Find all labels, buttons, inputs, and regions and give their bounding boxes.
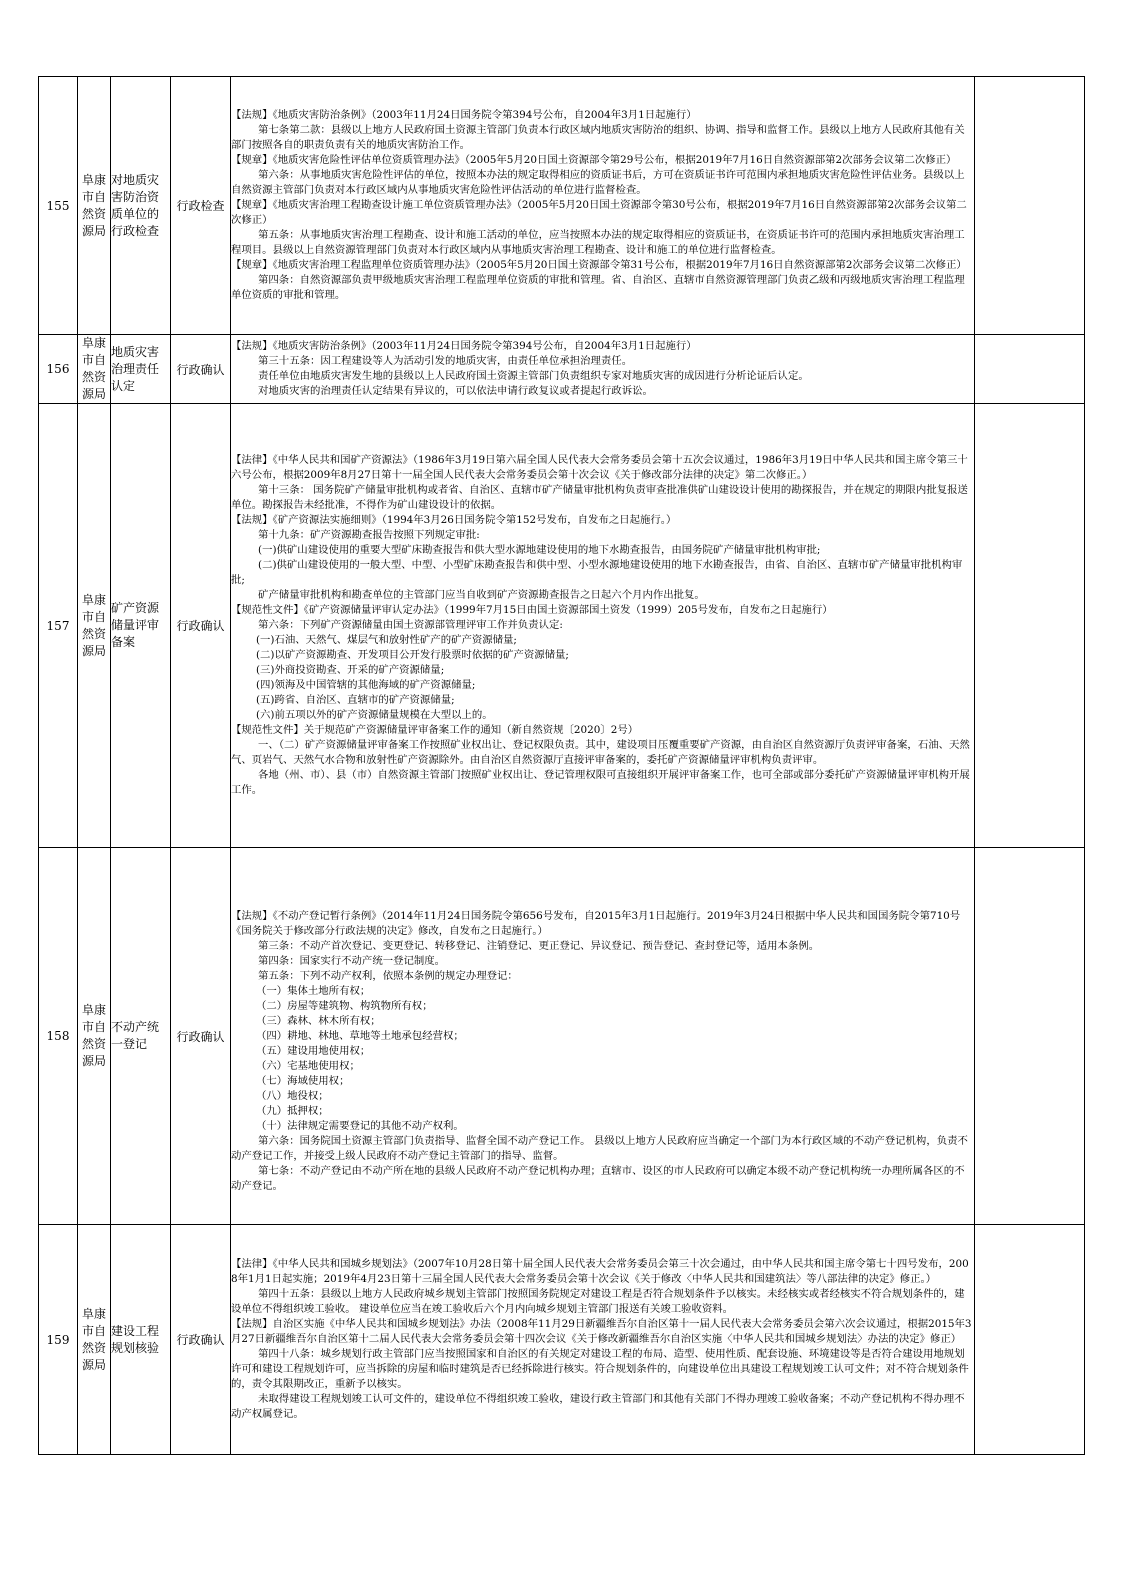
basis-paragraph: 【法规】《不动产登记暂行条例》（2014年11月24日国务院令第656号发布，自2015年3月1日起施行。2019年3月24日根据中华人民共和国国务院令第710号《国务院关于修改部分行政法规的决定》修改，自发布之日起施行。） xyxy=(231,909,961,937)
basis-paragraph: 对地质灾害的治理责任认定结果有异议的，可以依法申请行政复议或者提起行政诉讼。 xyxy=(258,385,653,397)
basis-paragraph: 第六条：下列矿产资源储量由国土资源部管理评审工作并负责认定: xyxy=(258,619,563,631)
basis-paragraph: 第七条：不动产登记由不动产所在地的县级人民政府不动产登记机构办理；直辖市、设区的市人民政府可以确定本级不动产登记机构统一办理所属各区的不动产登记。 xyxy=(231,1164,965,1192)
row-index: 159 xyxy=(39,1225,78,1455)
row-index: 156 xyxy=(39,335,78,404)
basis-paragraph: （八）地役权； xyxy=(255,1089,329,1102)
table-row xyxy=(39,77,1085,335)
row-index: 158 xyxy=(39,848,78,1225)
row-type: 行政确认 xyxy=(171,848,231,1225)
basis-paragraph: （二）房屋等建筑物、构筑物所有权； xyxy=(255,999,433,1012)
row-item-name: 矿产资源储量评审备案 xyxy=(111,404,171,848)
row-basis xyxy=(231,848,975,1225)
basis-paragraph: （七）海域使用权； xyxy=(255,1074,350,1087)
basis-paragraph: 第四十五条：县级以上地方人民政府城乡规划主管部门按照国务院规定对建设工程是否符合规划条件予以核实。未经核实或者经核实不符合规划条件的，建设单位不得组织竣工验收。 建设单位应当在竣工验收后六个月内向城乡规划主管部门报送有关竣工验收资料。 xyxy=(231,1288,965,1315)
basis-paragraph: 第七条第二款：县级以上地方人民政府国土资源主管部门负责本行政区域内地质灾害防治的组织、协调、指导和监督工作。县级以上地方人民政府其他有关部门按照各自的职责负责有关的地质灾害防治工作。 xyxy=(231,124,965,151)
basis-paragraph: （三）森林、林木所有权； xyxy=(255,1014,381,1027)
row-item-name: 建设工程规划核验 xyxy=(111,1225,171,1455)
row-note xyxy=(975,335,1085,404)
basis-paragraph: 【法规】自治区实施《中华人民共和国城乡规划法》办法（2008年11月29日新疆维吾尔自治区第十一届人民代表大会常务委员会第六次会议通过，根据2015年3月27日新疆维吾尔自治区第十二届人民代表大会常务委员会第十四次会议《关于修改新疆维吾尔自治区实施〈中华人民共和国城乡规划法〉办法的决定》修正） xyxy=(231,1318,972,1345)
row-org: 阜康市自然资源局 xyxy=(78,335,111,404)
basis-paragraph: （九）抵押权； xyxy=(255,1104,329,1117)
basis-paragraph: 【规章】《地质灾害治理工程勘查设计施工单位资质管理办法》（2005年5月20日国土资源部令第30号公布，根据2019年7月16日自然资源部第2次部务会议第二次修正） xyxy=(231,199,967,226)
basis-paragraph: 【规范性文件】《矿产资源储量评审认定办法》（1999年7月15日由国土资源部国土资发（1999）205号发布，自发布之日起施行） xyxy=(231,604,833,616)
row-index: 155 xyxy=(39,77,78,335)
basis-paragraph: 【规章】《地质灾害危险性评估单位资质管理办法》（2005年5月20日国土资源部令第29号公布，根据2019年7月16日自然资源部第2次部务会议第二次修正） xyxy=(231,154,957,166)
basis-paragraph: （四）耕地、林地、草地等土地承包经营权； xyxy=(255,1029,464,1042)
basis-paragraph: 第四十八条：城乡规划行政主管部门应当按照国家和自治区的有关规定对建设工程的布局、造型、使用性质、配套设施、环境建设等是否符合建设用地规划许可和建设工程规划许可，应当拆除的房屋和临时建筑是否已经拆除进行核实。符合规划条件的，向建设单位出具建设工程规划竣工认可文件；对不符合规划条件的，责令其限期改正，重新予以核实。 xyxy=(231,1348,969,1390)
table-row xyxy=(39,1225,1085,1455)
basis-paragraph: 责任单位由地质灾害发生地的县级以上人民政府国土资源主管部门负责组织专家对地质灾害的成因进行分析论证后认定。 xyxy=(258,370,809,382)
table-row xyxy=(39,848,1085,1225)
basis-paragraph: 第十九条：矿产资源勘查报告按照下列规定审批: xyxy=(258,529,480,541)
basis-paragraph: (二)以矿产资源勘查、开发项目公开发行股票时依据的矿产资源储量; xyxy=(255,649,569,661)
basis-paragraph: 第四条：国家实行不动产统一登记制度。 xyxy=(258,954,446,967)
row-type: 行政确认 xyxy=(171,335,231,404)
basis-paragraph: 第十三条： 国务院矿产储量审批机构或者省、自治区、直辖市矿产储量审批机构负责审查批准供矿山建设设计使用的勘探报告，并在规定的期限内批复报送单位。勘探报告未经批准，不得作为矿山建设设计的依据。 xyxy=(231,484,968,511)
row-type: 行政检查 xyxy=(171,77,231,335)
basis-paragraph: (四)领海及中国管辖的其他海域的矿产资源储量; xyxy=(255,679,476,691)
row-basis xyxy=(231,404,975,848)
row-note xyxy=(975,404,1085,848)
basis-paragraph: (二)供矿山建设使用的一般大型、中型、小型矿床勘查报告和供中型、小型水源地建设使用的地下水勘查报告，由省、自治区、直辖市矿产储量审批机构审批; xyxy=(231,559,963,586)
table-row xyxy=(39,404,1085,848)
basis-paragraph: （一）集体土地所有权； xyxy=(255,984,371,997)
basis-paragraph: 矿产储量审批机构和勘查单位的主管部门应当自收到矿产资源勘查报告之日起六个月内作出批复。 xyxy=(258,589,705,601)
row-note xyxy=(975,1225,1085,1455)
authority-table xyxy=(38,76,1085,1455)
row-item-name: 不动产统一登记 xyxy=(111,848,171,1225)
row-org: 阜康市自然资源局 xyxy=(78,77,111,335)
row-index: 157 xyxy=(39,404,78,848)
basis-paragraph: 第三十五条：因工程建设等人为活动引发的地质灾害，由责任单位承担治理责任。 xyxy=(258,355,633,367)
table-row xyxy=(39,335,1085,404)
basis-paragraph: 【规范性文件】关于规范矿产资源储量评审备案工作的通知（新自然资规〔2020〕2号） xyxy=(231,724,639,736)
basis-paragraph: 【法规】《地质灾害防治条例》（2003年11月24日国务院令第394号公布，自2004年3月1日起施行） xyxy=(231,109,697,121)
basis-paragraph: 第五条：从事地质灾害治理工程勘查、设计和施工活动的单位，应当按照本办法的规定取得相应的资质证书，在资质证书许可的范围内承担地质灾害治理工程项目。县级以上自然资源管理部门负责对本行政区域内从事地质灾害治理工程勘查、设计和施工的单位进行监督检查。 xyxy=(231,229,965,256)
row-basis xyxy=(231,335,975,404)
basis-paragraph: 【法律】《中华人民共和国城乡规划法》（2007年10月28日第十届全国人民代表大会常务委员会第三十次会通过，由中华人民共和国主席令第七十四号发布，2008年1月1日起实施；2019年4月23日第十三届全国人民代表大会常务委员会第十次会议《关于修改〈中华人民共和国建筑法〉等八部法律的决定》修正。） xyxy=(231,1258,969,1285)
basis-paragraph: 第六条：从事地质灾害危险性评估的单位，按照本办法的规定取得相应的资质证书后，方可在资质证书许可范围内承担地质灾害危险性评估业务。县级以上自然资源主管部门负责对本行政区域内从事地质灾害危险性评估活动的单位进行监督检查。 xyxy=(231,169,965,196)
basis-paragraph: 一、（二）矿产资源储量评审备案工作按照矿业权出让、登记权限负责。其中，建设项目压覆重要矿产资源，由自治区自然资源厅负责评审备案，石油、天然气、页岩气、天然气水合物和放射性矿产资源除外。由自治区自然资源厅直接评审备案的，委托矿产资源储量评审机构负责评审。 xyxy=(231,739,970,766)
basis-paragraph: （十）法律规定需要登记的其他不动产权利。 xyxy=(255,1119,464,1132)
basis-paragraph: 第三条：不动产首次登记、变更登记、转移登记、注销登记、更正登记、异议登记、预告登记、查封登记等，适用本条例。 xyxy=(258,939,820,952)
row-type: 行政确认 xyxy=(171,1225,231,1455)
row-basis xyxy=(231,1225,975,1455)
row-item-name: 地质灾害治理责任认定 xyxy=(111,335,171,404)
basis-paragraph: 第六条：国务院国土资源主管部门负责指导、监督全国不动产登记工作。 县级以上地方人民政府应当确定一个部门为本行政区域的不动产登记机构，负责不动产登记工作，并接受上级人民政府不动产登记主管部门的指导、监督。 xyxy=(231,1134,968,1162)
basis-paragraph: (三)外商投资勘查、开采的矿产资源储量; xyxy=(255,664,445,676)
basis-paragraph: 【规章】《地质灾害治理工程监理单位资质管理办法》（2005年5月20日国土资源部令第31号公布，根据2019年7月16日自然资源部第2次部务会议第二次修正） xyxy=(231,259,967,271)
row-item-name: 对地质灾害防治资质单位的行政检查 xyxy=(111,77,171,335)
basis-paragraph: 【法规】《矿产资源法实施细则》（1994年3月26日国务院令第152号发布，自发布之日起施行。） xyxy=(231,514,677,526)
basis-paragraph: （五）建设用地使用权； xyxy=(255,1044,371,1057)
basis-paragraph: （六）宅基地使用权； xyxy=(255,1059,360,1072)
basis-paragraph: (一)石油、天然气、煤层气和放射性矿产的矿产资源储量; xyxy=(255,634,517,646)
basis-paragraph: 【法律】《中华人民共和国矿产资源法》（1986年3月19日第六届全国人民代表大会常务委员会第十五次会议通过，1986年3月19日中华人民共和国主席令第三十六号公布，根据2009年8月27日第十一届全国人民代表大会常务委员会第十次会议《关于修改部分法律的决定》第二次修正。） xyxy=(231,454,968,481)
row-basis xyxy=(231,77,975,335)
basis-paragraph: 各地（州、市）、县（市）自然资源主管部门按照矿业权出让、登记管理权限可直接组织开展评审备案工作，也可全部或部分委托矿产资源储量评审机构开展工作。 xyxy=(231,769,970,796)
row-note xyxy=(975,77,1085,335)
row-org: 阜康市自然资源局 xyxy=(78,848,111,1225)
basis-paragraph: 第四条：自然资源部负责甲级地质灾害治理工程监理单位资质的审批和管理。省、自治区、直辖市自然资源管理部门负责乙级和丙级地质灾害治理工程监理单位资质的审批和管理。 xyxy=(231,274,965,301)
basis-paragraph: 未取得建设工程规划竣工认可文件的，建设单位不得组织竣工验收，建设行政主管部门和其他有关部门不得办理竣工验收备案；不动产登记机构不得办理不动产权属登记。 xyxy=(231,1393,965,1420)
basis-paragraph: 【法规】《地质灾害防治条例》（2003年11月24日国务院令第394号公布，自2004年3月1日起施行） xyxy=(231,340,697,352)
basis-paragraph: (五)跨省、自治区、直辖市的矿产资源储量; xyxy=(255,694,455,706)
row-org: 阜康市自然资源局 xyxy=(78,404,111,848)
row-type: 行政确认 xyxy=(171,404,231,848)
basis-paragraph: (一)供矿山建设使用的重要大型矿床勘查报告和供大型水源地建设使用的地下水勘查报告，由国务院矿产储量审批机构审批; xyxy=(258,544,821,556)
row-note xyxy=(975,848,1085,1225)
basis-paragraph: 第五条：下列不动产权利，依照本条例的规定办理登记： xyxy=(258,969,518,982)
basis-paragraph: (六)前五项以外的矿产资源储量规模在大型以上的。 xyxy=(255,709,493,721)
row-org: 阜康市自然资源局 xyxy=(78,1225,111,1455)
